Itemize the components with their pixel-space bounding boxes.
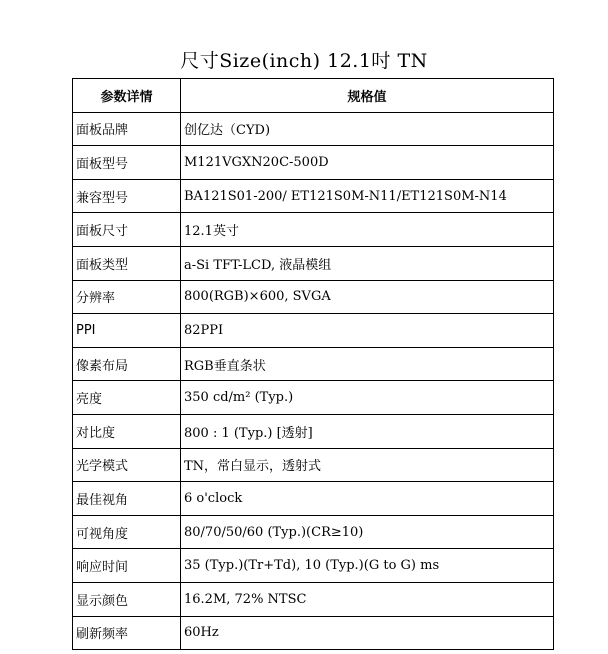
param-value: 35 (Typ.)(Tr+Td), 10 (Typ.)(G to G) ms	[181, 549, 554, 583]
table-row	[73, 515, 554, 549]
table-row	[73, 482, 554, 516]
param-label: 可视角度	[73, 515, 181, 549]
param-value: 创亿达（CYD)	[181, 112, 554, 146]
param-value: 350 cd/m² (Typ.)	[181, 381, 554, 415]
param-label: 刷新频率	[73, 616, 181, 650]
table-header-row	[73, 79, 554, 113]
param-value: BA121S01-200/ ET121S0M-N11/ET121S0M-N14	[181, 179, 554, 213]
header-param: 参数详情	[73, 79, 181, 113]
table-row	[73, 448, 554, 482]
param-value: 16.2M, 72% NTSC	[181, 582, 554, 616]
param-label: 亮度	[73, 381, 181, 415]
table-row	[73, 549, 554, 583]
table-row	[73, 246, 554, 280]
param-value: M121VGXN20C-500D	[181, 146, 554, 180]
param-value: 82PPI	[181, 314, 554, 348]
table-row	[73, 179, 554, 213]
param-label: 最佳视角	[73, 482, 181, 516]
param-value: 800 : 1 (Typ.) [透射]	[181, 414, 554, 448]
param-value: 80/70/50/60 (Typ.)(CR≥10)	[181, 515, 554, 549]
table-row	[73, 146, 554, 180]
table-row	[73, 582, 554, 616]
param-value: 12.1英寸	[181, 213, 554, 247]
table-row	[73, 280, 554, 314]
param-label: 面板型号	[73, 146, 181, 180]
table-row	[73, 112, 554, 146]
header-value: 规格值	[181, 79, 554, 113]
param-label: PPI	[73, 314, 181, 348]
table-row	[73, 347, 554, 381]
table-row	[73, 616, 554, 650]
param-label: 光学模式	[73, 448, 181, 482]
param-label: 响应时间	[73, 549, 181, 583]
param-value: 60Hz	[181, 616, 554, 650]
param-value: RGB垂直条状	[181, 347, 554, 381]
param-value: 800(RGB)×600, SVGA	[181, 280, 554, 314]
table-row	[73, 381, 554, 415]
param-label: 像素布局	[73, 347, 181, 381]
param-label: 面板品牌	[73, 112, 181, 146]
param-label: 面板尺寸	[73, 213, 181, 247]
param-value: a-Si TFT-LCD, 液晶模组	[181, 246, 554, 280]
table-row	[73, 414, 554, 448]
page-title: 尺寸Size(inch) 12.1吋 TN	[180, 50, 428, 72]
param-label: 对比度	[73, 414, 181, 448]
param-label: 面板类型	[73, 246, 181, 280]
spec-table	[72, 78, 554, 650]
table-row	[73, 314, 554, 348]
table-row	[73, 213, 554, 247]
param-value: TN，常白显示，透射式	[181, 448, 554, 482]
param-label: 兼容型号	[73, 179, 181, 213]
param-label: 显示颜色	[73, 582, 181, 616]
param-value: 6 o'clock	[181, 482, 554, 516]
param-label: 分辨率	[73, 280, 181, 314]
